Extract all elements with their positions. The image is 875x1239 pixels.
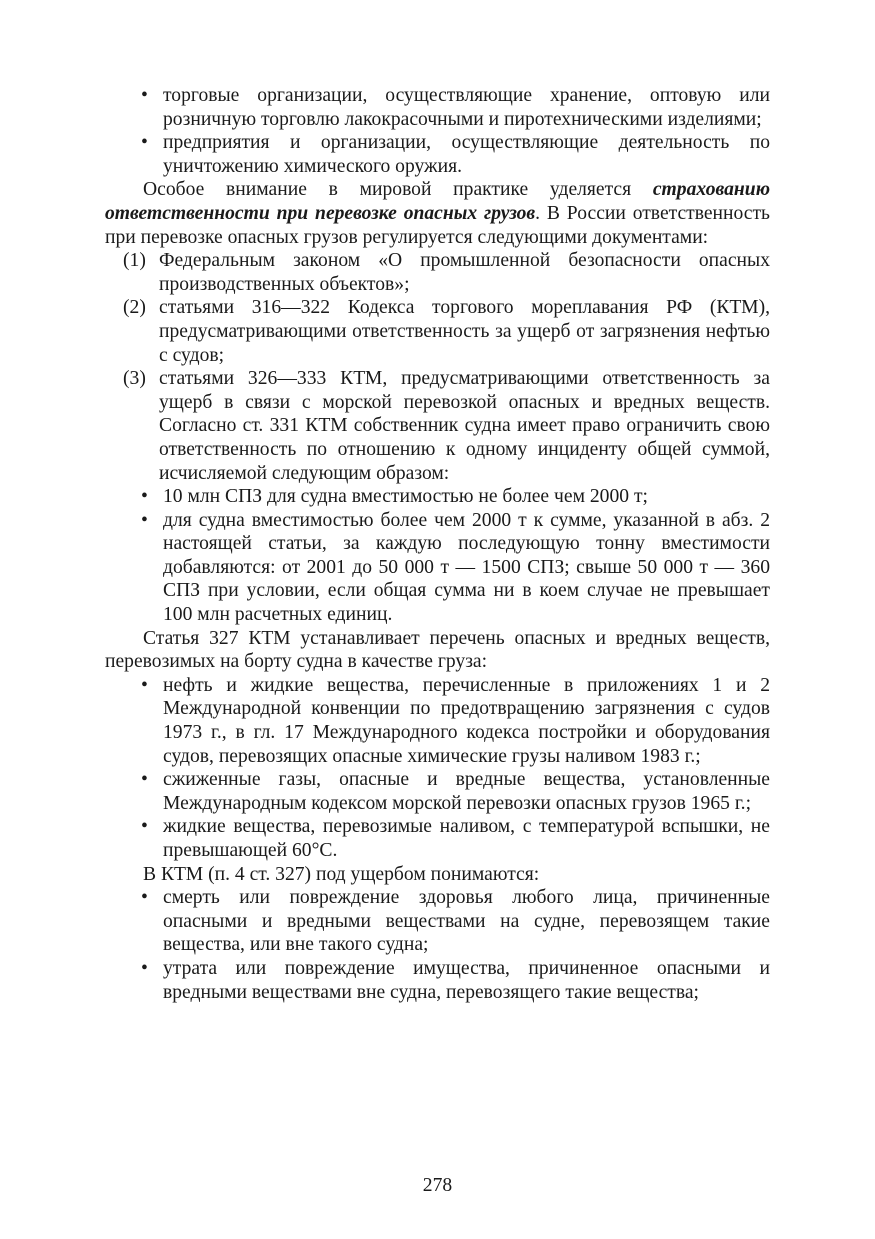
- list-item-liquefied-gases: • сжиженные газы, опасные и вредные вещества, установленные Международным кодексом морской перевозки опасных грузов 1965 г.;: [105, 768, 770, 815]
- page-number: 278: [422, 1175, 453, 1196]
- item-number: (3): [123, 368, 146, 390]
- list-item-chemical-weapons: • предприятия и организации, осуществляющие деятельность по уничтожению химического оружия.: [105, 131, 770, 178]
- list-item-death-injury: • смерть или повреждение здоровья любого лица, причиненные опасными и вредными веществами на судне, перевозящем такие вещества, или вне такого судна;: [105, 886, 770, 957]
- sub-list-item-over-2000t: • для судна вместимостью более чем 2000 т к сумме, указанной в абз. 2 настоящей статьи, за каждую последующую тонну вместимости добавляются: от 2001 до 50 000 т — 1500 СПЗ; свыше 50 000 т — 360 СПЗ при условии, если общая сумма ни в коем случае не превышает 100 млн расчетных единиц.: [105, 509, 770, 627]
- item-text: Федеральным законом «О промышленной безопасности опасных производственных объектов»;: [159, 250, 770, 295]
- page-body: [105, 84, 770, 1004]
- emphasis-term: страхованию ответственности при перевозке опасных грузов: [105, 179, 770, 224]
- paragraph-damage-definition: В КТМ (п. 4 ст. 327) под ущербом понимаются:: [143, 863, 540, 885]
- paragraph-text-start: Особое внимание в мировой практике уделяется: [143, 179, 653, 201]
- numbered-item-3: [105, 367, 770, 485]
- sub-list-item-10mln: • 10 млн СПЗ для судна вместимостью не более чем 2000 т;: [105, 485, 770, 509]
- item-text: статьями 326—333 КТМ, предусматривающими ответственность за ущерб в связи с морской перевозкой опасных и вредных веществ. Согласно ст. 331 КТМ собственник судна имеет право ограничить свою ответственность по отношению к одному инциденту общей суммой, исчисляемой следующим образом:: [159, 368, 770, 484]
- paragraph-article-327: Статья 327 КТМ устанавливает перечень опасных и вредных веществ, перевозимых на борту судна в качестве груза:: [105, 627, 770, 673]
- item-text: статьями 316—322 Кодекса торгового мореплавания РФ (КТМ), предусматривающими ответственность за ущерб от загрязнения нефтью с судов;: [159, 297, 770, 366]
- list-item-property-loss: • утрата или повреждение имущества, причиненное опасными и вредными веществами вне судна, перевозящего такие вещества;: [105, 957, 770, 1004]
- paragraph-liability-insurance: [105, 178, 770, 249]
- item-number: (2): [123, 297, 146, 319]
- list-item-trade-organizations: • торговые организации, осуществляющие хранение, оптовую или розничную торговлю лакокрасочными и пиротехническими изделиями;: [105, 84, 770, 131]
- numbered-item-2: [105, 296, 770, 367]
- paragraph-text-end: . В России ответственность при перевозке опасных грузов регулируется следующими документами:: [105, 202, 770, 248]
- item-number: (1): [123, 250, 146, 272]
- list-item-oil-liquids: • нефть и жидкие вещества, перечисленные в приложениях 1 и 2 Международной конвенции по предотвращению загрязнения с судов 1973 г., в гл. 17 Международного кодекса постройки и оборудования судов, перевозящих опасные химические грузы наливом 1983 г.;: [105, 674, 770, 768]
- numbered-item-1: [105, 249, 770, 296]
- list-item-flash-point: • жидкие вещества, перевозимые наливом, с температурой вспышки, не превышающей 60°С.: [105, 815, 770, 862]
